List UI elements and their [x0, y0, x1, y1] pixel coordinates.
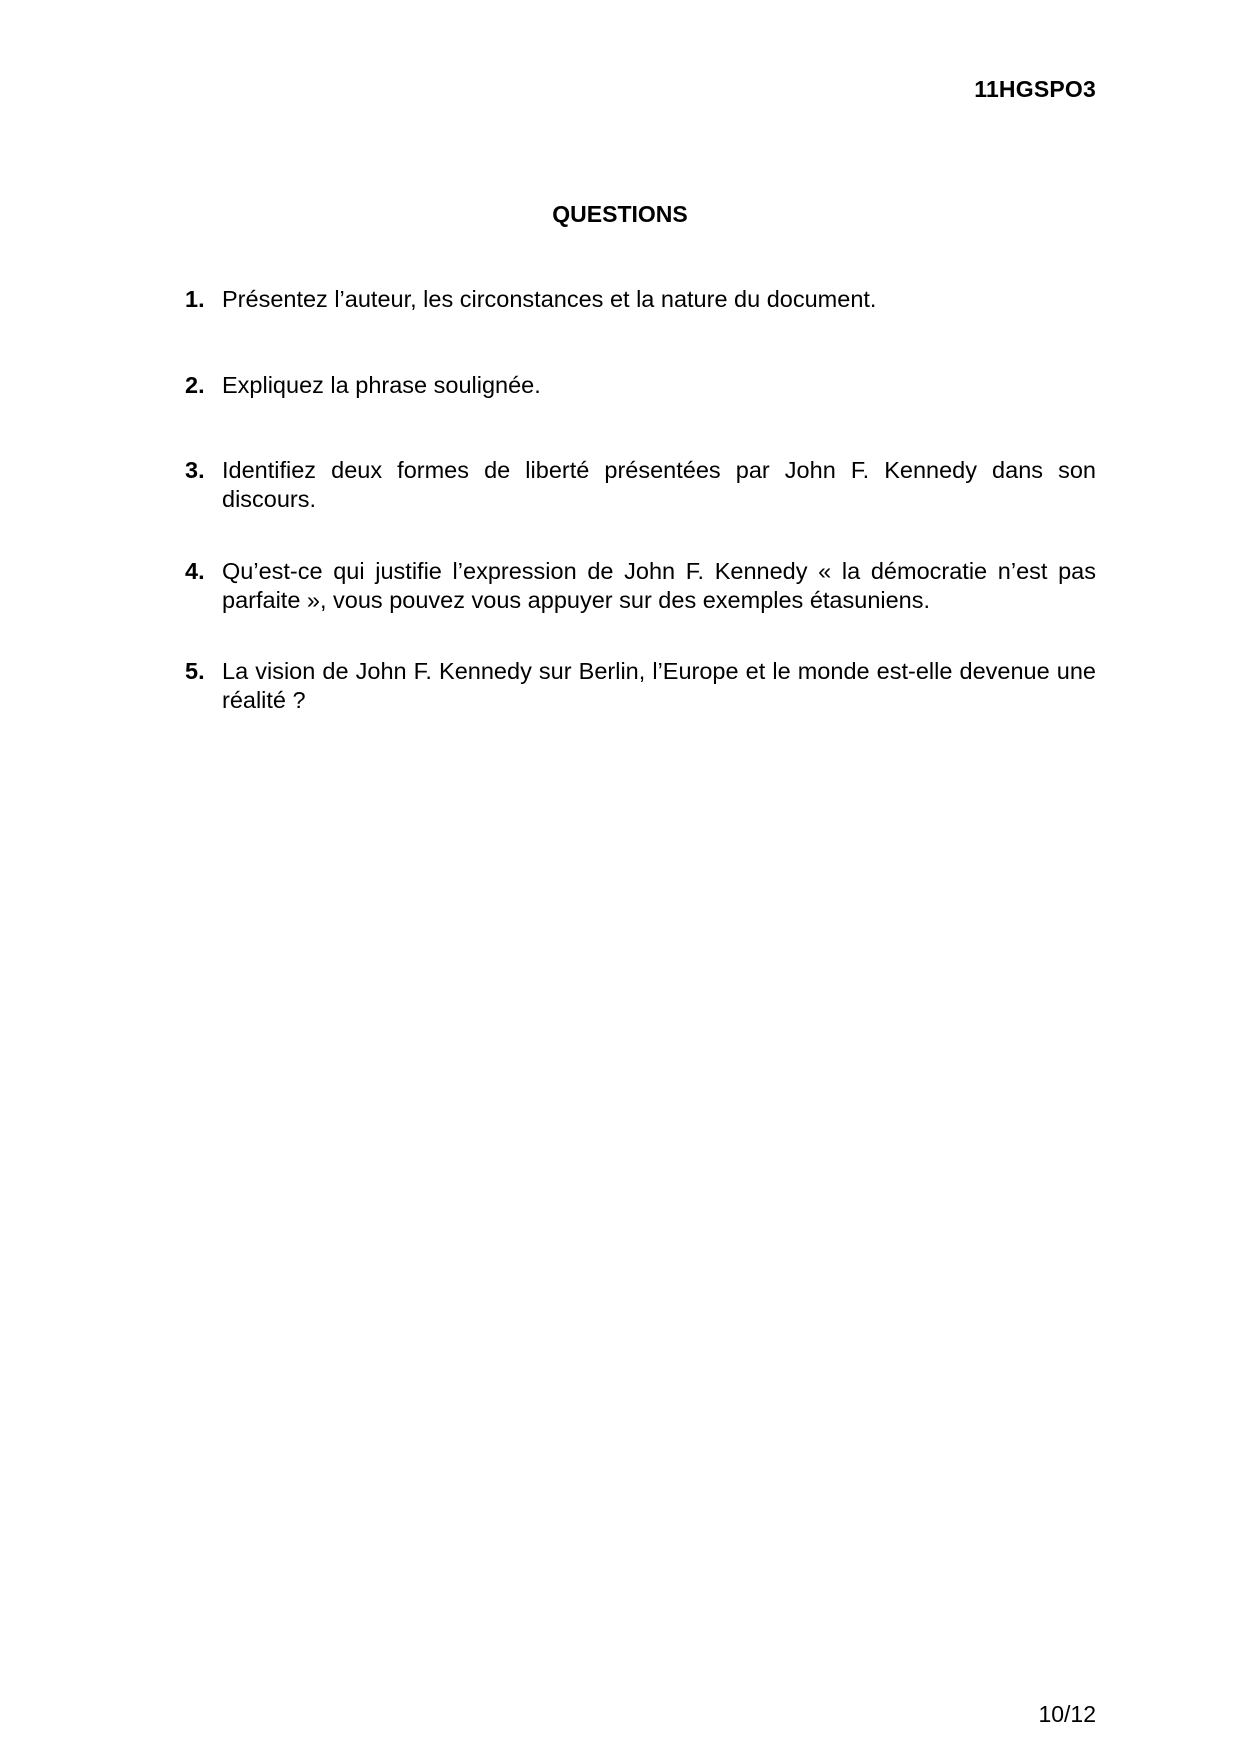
question-item [185, 285, 1096, 314]
question-number: 4. [185, 558, 205, 584]
question-number: 5. [185, 658, 205, 684]
question-number: 1. [185, 286, 205, 312]
question-item [185, 456, 1096, 514]
question-text: La vision de John F. Kennedy sur Berlin, l’Europe et le monde est-elle devenue une réalité ? [222, 658, 1096, 713]
question-number: 2. [185, 372, 205, 398]
question-text: Qu’est-ce qui justifie l’expression de John F. Kennedy « la démocratie n’est pas parfaite », vous pouvez vous appuyer sur des exemples étasuniens. [222, 558, 1096, 613]
question-text: Identifiez deux formes de liberté présentées par John F. Kennedy dans son discours. [222, 457, 1096, 512]
question-text: Présentez l’auteur, les circonstances et la nature du document. [222, 286, 877, 312]
page-number: 10/12 [1038, 1701, 1096, 1727]
question-item [185, 657, 1096, 715]
question-item [185, 371, 1096, 400]
question-text: Expliquez la phrase soulignée. [222, 372, 541, 398]
page-title: QUESTIONS [552, 201, 688, 227]
question-item [185, 557, 1096, 615]
question-number: 3. [185, 457, 205, 483]
document-code: 11HGSPO3 [974, 76, 1096, 102]
